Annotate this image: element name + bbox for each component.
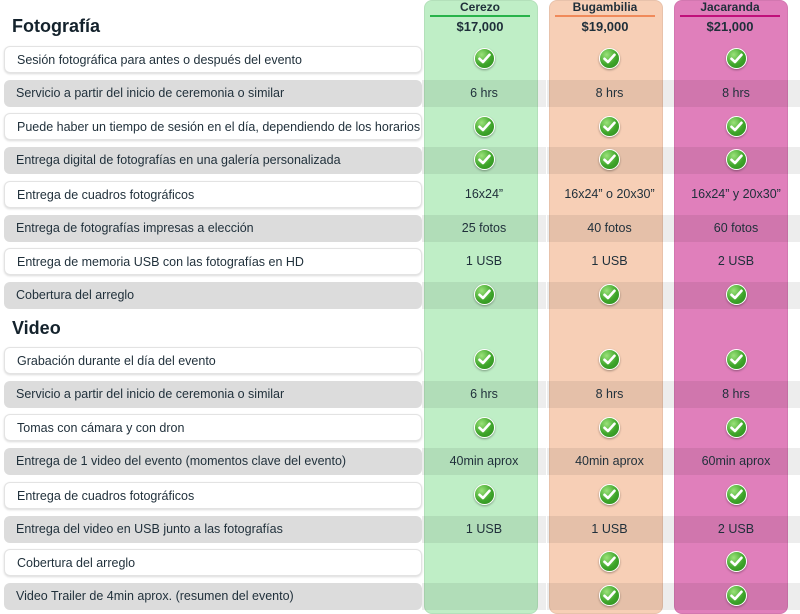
- included-cell: [547, 549, 672, 576]
- table-row: [4, 46, 800, 73]
- table-row: [4, 248, 800, 275]
- value-cell: 16x24” o 20x30”: [564, 186, 655, 201]
- table-row: [4, 80, 800, 107]
- value-cell: 8 hrs: [547, 80, 672, 107]
- value-cell: 6 hrs: [422, 80, 546, 107]
- check-icon: [474, 417, 495, 438]
- included-cell: [422, 113, 546, 140]
- included-cell: [547, 282, 672, 309]
- plan-header-cerezo: [424, 0, 536, 34]
- value-cell: 40min aprox: [547, 448, 672, 475]
- value-cell: 2 USB: [672, 516, 800, 543]
- value-cell: 40 fotos: [547, 215, 672, 242]
- included-cell: [422, 147, 546, 174]
- plan-price: $21,000: [706, 19, 754, 34]
- included-cell: [547, 482, 672, 509]
- feature-label: Puede haber un tiempo de sesión en el día, dependiendo de los horarios: [4, 113, 422, 140]
- table-row: [4, 147, 800, 174]
- feature-label: Entrega del video en USB junto a las fotografías: [4, 516, 422, 543]
- included-cell: [672, 414, 800, 441]
- feature-label: Grabación durante el día del evento: [4, 347, 422, 374]
- check-icon: [599, 116, 620, 137]
- value-cell: 8 hrs: [547, 381, 672, 408]
- check-icon: [599, 417, 620, 438]
- included-cell: [547, 414, 672, 441]
- included-cell: [547, 113, 672, 140]
- feature-label: Entrega de memoria USB con las fotografías en HD: [4, 248, 422, 275]
- table-row: [4, 347, 800, 374]
- value-cell: 60 fotos: [672, 215, 800, 242]
- table-row: [4, 516, 800, 543]
- included-cell: [672, 549, 800, 576]
- check-icon: [474, 484, 495, 505]
- check-icon: [599, 349, 620, 370]
- plan-header-bugambilia: [549, 0, 661, 34]
- feature-label: Entrega digital de fotografías en una galería personalizada: [4, 147, 422, 174]
- value-cell: 1 USB: [422, 516, 546, 543]
- check-icon: [726, 551, 747, 572]
- check-icon: [726, 349, 747, 370]
- included-cell: [547, 583, 672, 610]
- included-cell: [672, 282, 800, 309]
- feature-label: Entrega de fotografías impresas a elección: [4, 215, 422, 242]
- table-row: [4, 482, 800, 509]
- included-cell: [547, 347, 672, 374]
- value-cell: 60min aprox: [672, 448, 800, 475]
- table-row: [4, 282, 800, 309]
- included-cell: [672, 113, 800, 140]
- section-title-video: Video: [12, 318, 61, 338]
- included-cell: [672, 147, 800, 174]
- check-icon: [599, 48, 620, 69]
- included-cell: [422, 414, 546, 441]
- check-icon: [726, 417, 747, 438]
- check-icon: [474, 116, 495, 137]
- included-cell: [422, 46, 546, 73]
- feature-label: Entrega de cuadros fotográficos: [4, 482, 422, 509]
- value-cell: 6 hrs: [422, 381, 546, 408]
- included-cell: [422, 347, 546, 374]
- value-cell: 1 USB: [547, 516, 672, 543]
- value-cell: 1 USB: [465, 254, 503, 269]
- table-row: [4, 113, 800, 140]
- check-icon: [474, 284, 495, 305]
- plan-name: Cerezo: [430, 0, 530, 17]
- feature-label: Cobertura del arreglo: [4, 282, 422, 309]
- plan-price: $17,000: [456, 19, 504, 34]
- empty-cell: [422, 549, 546, 576]
- plan-header-jacaranda: [674, 0, 786, 34]
- feature-label: Tomas con cámara y con dron: [4, 414, 422, 441]
- feature-label: Entrega de 1 video del evento (momentos clave del evento): [4, 448, 422, 475]
- check-icon: [726, 116, 747, 137]
- value-cell: 1 USB: [591, 254, 628, 269]
- check-icon: [599, 484, 620, 505]
- check-icon: [599, 551, 620, 572]
- feature-label: Video Trailer de 4min aprox. (resumen del evento): [4, 583, 422, 610]
- check-icon: [599, 284, 620, 305]
- value-cell: 8 hrs: [672, 80, 800, 107]
- plan-name: Bugambilia: [555, 0, 655, 17]
- check-icon: [474, 48, 495, 69]
- included-cell: [672, 46, 800, 73]
- included-cell: [672, 583, 800, 610]
- value-cell: 2 USB: [717, 254, 755, 269]
- feature-label: Servicio a partir del inicio de ceremonia o similar: [4, 80, 422, 107]
- check-icon: [726, 585, 747, 606]
- check-icon: [726, 284, 747, 305]
- value-cell: 16x24”: [464, 186, 504, 201]
- check-icon: [726, 484, 747, 505]
- section-title-fotografia: Fotografía: [12, 16, 100, 36]
- feature-label: Entrega de cuadros fotográficos: [4, 181, 422, 208]
- check-icon: [599, 585, 620, 606]
- table-row: [4, 381, 800, 408]
- table-row: [4, 448, 800, 475]
- feature-label: Servicio a partir del inicio de ceremonia o similar: [4, 381, 422, 408]
- included-cell: [422, 282, 546, 309]
- table-row: [4, 583, 800, 610]
- check-icon: [474, 349, 495, 370]
- table-row: [4, 414, 800, 441]
- value-cell: 16x24” y 20x30”: [691, 186, 781, 201]
- plan-price: $19,000: [581, 19, 629, 34]
- check-icon: [726, 149, 747, 170]
- value-cell: 8 hrs: [672, 381, 800, 408]
- feature-label: Sesión fotográfica para antes o después del evento: [4, 46, 422, 73]
- included-cell: [547, 46, 672, 73]
- feature-label: Cobertura del arreglo: [4, 549, 422, 576]
- check-icon: [474, 149, 495, 170]
- included-cell: [422, 482, 546, 509]
- included-cell: [672, 482, 800, 509]
- empty-cell: [422, 583, 546, 610]
- included-cell: [547, 147, 672, 174]
- value-cell: 25 fotos: [422, 215, 546, 242]
- table-row: [4, 549, 800, 576]
- included-cell: [672, 347, 800, 374]
- table-row: [4, 181, 800, 208]
- check-icon: [599, 149, 620, 170]
- plan-name: Jacaranda: [680, 0, 780, 17]
- check-icon: [726, 48, 747, 69]
- value-cell: 40min aprox: [422, 448, 546, 475]
- table-row: [4, 215, 800, 242]
